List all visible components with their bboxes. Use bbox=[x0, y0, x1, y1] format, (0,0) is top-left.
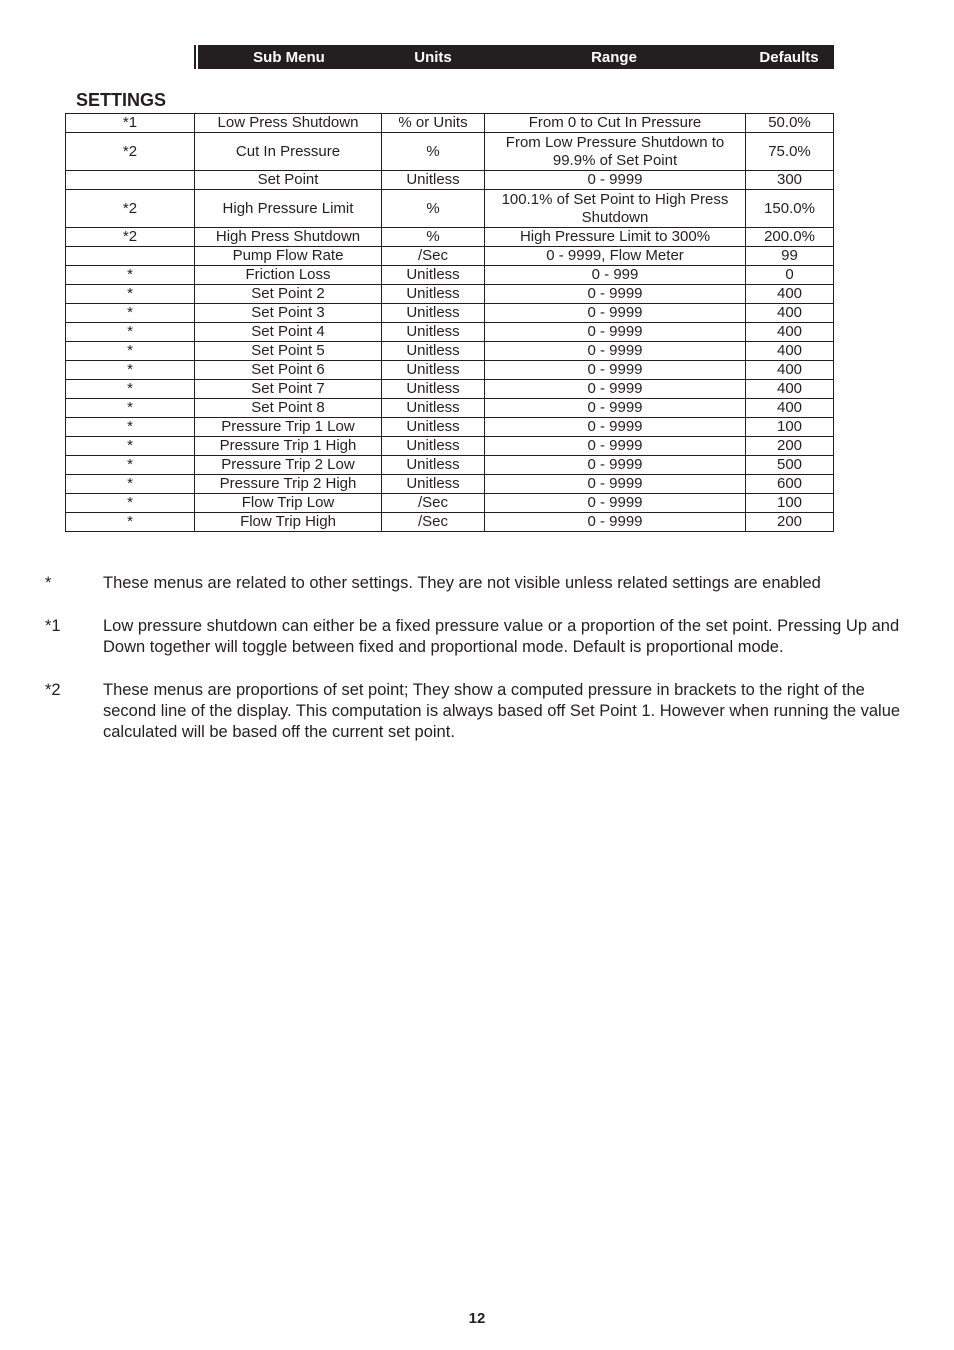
default-cell: 200 bbox=[746, 513, 834, 532]
units-cell: Unitless bbox=[382, 304, 485, 323]
table-row bbox=[66, 228, 834, 247]
default-cell: 400 bbox=[746, 285, 834, 304]
default-cell: 400 bbox=[746, 342, 834, 361]
range-cell: 0 - 9999 bbox=[485, 513, 746, 532]
default-cell: 200.0% bbox=[746, 228, 834, 247]
sub-menu-cell: Low Press Shutdown bbox=[195, 114, 382, 133]
range-cell: From Low Pressure Shutdown to 99.9% of Set Point bbox=[485, 133, 746, 171]
range-cell: 0 - 9999 bbox=[485, 304, 746, 323]
sub-menu-cell: Set Point 8 bbox=[195, 399, 382, 418]
row-mark: * bbox=[66, 285, 195, 304]
footnote-symbol: *1 bbox=[45, 617, 61, 635]
range-cell: 0 - 9999 bbox=[485, 475, 746, 494]
column-header-bar bbox=[194, 45, 834, 69]
table-row bbox=[66, 266, 834, 285]
sub-menu-cell: High Press Shutdown bbox=[195, 228, 382, 247]
sub-menu-cell: Set Point 7 bbox=[195, 380, 382, 399]
header-defaults: Defaults bbox=[759, 49, 819, 66]
table-row bbox=[66, 247, 834, 266]
sub-menu-cell: Pressure Trip 2 Low bbox=[195, 456, 382, 475]
footnote bbox=[45, 680, 915, 743]
units-cell: Unitless bbox=[382, 456, 485, 475]
range-cell: 0 - 9999 bbox=[485, 361, 746, 380]
row-mark: *2 bbox=[66, 228, 195, 247]
footnote-text: These menus are related to other settings. They are not visible unless related settings are enabled bbox=[103, 574, 821, 592]
sub-menu-cell: Pump Flow Rate bbox=[195, 247, 382, 266]
default-cell: 150.0% bbox=[746, 190, 834, 228]
header-units: Units bbox=[414, 49, 452, 66]
row-mark: * bbox=[66, 304, 195, 323]
range-cell: 0 - 9999 bbox=[485, 323, 746, 342]
table-row bbox=[66, 133, 834, 171]
footnote bbox=[45, 573, 915, 594]
sub-menu-cell: Pressure Trip 1 High bbox=[195, 437, 382, 456]
units-cell: Unitless bbox=[382, 171, 485, 190]
row-mark: * bbox=[66, 342, 195, 361]
row-mark: * bbox=[66, 323, 195, 342]
sub-menu-cell: High Pressure Limit bbox=[195, 190, 382, 228]
units-cell: Unitless bbox=[382, 399, 485, 418]
default-cell: 600 bbox=[746, 475, 834, 494]
row-mark: * bbox=[66, 399, 195, 418]
default-cell: 400 bbox=[746, 380, 834, 399]
row-mark: * bbox=[66, 494, 195, 513]
row-mark: * bbox=[66, 437, 195, 456]
range-cell: 0 - 9999 bbox=[485, 418, 746, 437]
table-row bbox=[66, 494, 834, 513]
range-cell: 0 - 9999 bbox=[485, 285, 746, 304]
range-cell: 100.1% of Set Point to High Press Shutdown bbox=[485, 190, 746, 228]
footnote-text: Low pressure shutdown can either be a fixed pressure value or a proportion of the set point. Pressing Up and Down together will toggle between fixed and proportional mode. Default is proportional mode. bbox=[103, 617, 900, 656]
range-cell: 0 - 9999 bbox=[485, 342, 746, 361]
range-cell: 0 - 9999 bbox=[485, 456, 746, 475]
page-number: 12 bbox=[468, 1310, 486, 1327]
table-row bbox=[66, 475, 834, 494]
default-cell: 300 bbox=[746, 171, 834, 190]
units-cell: % bbox=[382, 190, 485, 228]
table-row bbox=[66, 171, 834, 190]
sub-menu-cell: Flow Trip High bbox=[195, 513, 382, 532]
default-cell: 100 bbox=[746, 494, 834, 513]
row-mark: * bbox=[66, 380, 195, 399]
units-cell: % bbox=[382, 133, 485, 171]
range-cell: 0 - 9999, Flow Meter bbox=[485, 247, 746, 266]
range-cell: From 0 to Cut In Pressure bbox=[485, 114, 746, 133]
row-mark: * bbox=[66, 513, 195, 532]
row-mark: * bbox=[66, 361, 195, 380]
footnote-text: These menus are proportions of set point; They show a computed pressure in brackets to the right of the second line of the display. This computation is always based off Set Point 1. However when running the value calculated will be based off the current set point. bbox=[103, 681, 901, 741]
default-cell: 99 bbox=[746, 247, 834, 266]
sub-menu-cell: Set Point 5 bbox=[195, 342, 382, 361]
default-cell: 100 bbox=[746, 418, 834, 437]
section-title: SETTINGS bbox=[76, 90, 167, 110]
range-cell: High Pressure Limit to 300% bbox=[485, 228, 746, 247]
default-cell: 0 bbox=[746, 266, 834, 285]
sub-menu-cell: Set Point 2 bbox=[195, 285, 382, 304]
table-row bbox=[66, 323, 834, 342]
sub-menu-cell: Pressure Trip 2 High bbox=[195, 475, 382, 494]
sub-menu-cell: Cut In Pressure bbox=[195, 133, 382, 171]
sub-menu-cell: Friction Loss bbox=[195, 266, 382, 285]
row-mark: * bbox=[66, 475, 195, 494]
range-cell: 0 - 999 bbox=[485, 266, 746, 285]
range-cell: 0 - 9999 bbox=[485, 171, 746, 190]
row-mark: *2 bbox=[66, 190, 195, 228]
table-row bbox=[66, 361, 834, 380]
units-cell: Unitless bbox=[382, 323, 485, 342]
default-cell: 400 bbox=[746, 399, 834, 418]
units-cell: /Sec bbox=[382, 494, 485, 513]
footnote-symbol: *2 bbox=[45, 681, 61, 699]
units-cell: /Sec bbox=[382, 513, 485, 532]
row-mark: *1 bbox=[66, 114, 195, 133]
range-cell: 0 - 9999 bbox=[485, 380, 746, 399]
units-cell: % or Units bbox=[382, 114, 485, 133]
sub-menu-cell: Set Point 4 bbox=[195, 323, 382, 342]
table-row bbox=[66, 114, 834, 133]
header-sub-menu: Sub Menu bbox=[253, 49, 325, 66]
units-cell: Unitless bbox=[382, 380, 485, 399]
units-cell: Unitless bbox=[382, 361, 485, 380]
sub-menu-cell: Pressure Trip 1 Low bbox=[195, 418, 382, 437]
range-cell: 0 - 9999 bbox=[485, 494, 746, 513]
default-cell: 500 bbox=[746, 456, 834, 475]
footnotes bbox=[45, 573, 915, 765]
units-cell: Unitless bbox=[382, 475, 485, 494]
row-mark bbox=[66, 171, 195, 190]
default-cell: 50.0% bbox=[746, 114, 834, 133]
table-row bbox=[66, 437, 834, 456]
table-row bbox=[66, 342, 834, 361]
sub-menu-cell: Set Point 3 bbox=[195, 304, 382, 323]
default-cell: 400 bbox=[746, 361, 834, 380]
units-cell: /Sec bbox=[382, 247, 485, 266]
units-cell: Unitless bbox=[382, 266, 485, 285]
table-row bbox=[66, 399, 834, 418]
row-mark: * bbox=[66, 456, 195, 475]
table-row bbox=[66, 418, 834, 437]
table-row bbox=[66, 190, 834, 228]
footnote-symbol: * bbox=[45, 574, 52, 592]
units-cell: % bbox=[382, 228, 485, 247]
row-mark: * bbox=[66, 266, 195, 285]
table-row bbox=[66, 285, 834, 304]
units-cell: Unitless bbox=[382, 418, 485, 437]
sub-menu-cell: Flow Trip Low bbox=[195, 494, 382, 513]
table-row bbox=[66, 304, 834, 323]
range-cell: 0 - 9999 bbox=[485, 399, 746, 418]
settings-table bbox=[65, 113, 834, 532]
table-row bbox=[66, 513, 834, 532]
sub-menu-cell: Set Point 6 bbox=[195, 361, 382, 380]
row-mark bbox=[66, 247, 195, 266]
header-range: Range bbox=[591, 49, 637, 66]
table-row bbox=[66, 456, 834, 475]
sub-menu-cell: Set Point bbox=[195, 171, 382, 190]
row-mark: * bbox=[66, 418, 195, 437]
settings-table-body bbox=[66, 114, 834, 532]
units-cell: Unitless bbox=[382, 342, 485, 361]
table-row bbox=[66, 380, 834, 399]
default-cell: 400 bbox=[746, 323, 834, 342]
default-cell: 200 bbox=[746, 437, 834, 456]
units-cell: Unitless bbox=[382, 437, 485, 456]
units-cell: Unitless bbox=[382, 285, 485, 304]
default-cell: 75.0% bbox=[746, 133, 834, 171]
row-mark: *2 bbox=[66, 133, 195, 171]
default-cell: 400 bbox=[746, 304, 834, 323]
range-cell: 0 - 9999 bbox=[485, 437, 746, 456]
footnote bbox=[45, 616, 915, 658]
